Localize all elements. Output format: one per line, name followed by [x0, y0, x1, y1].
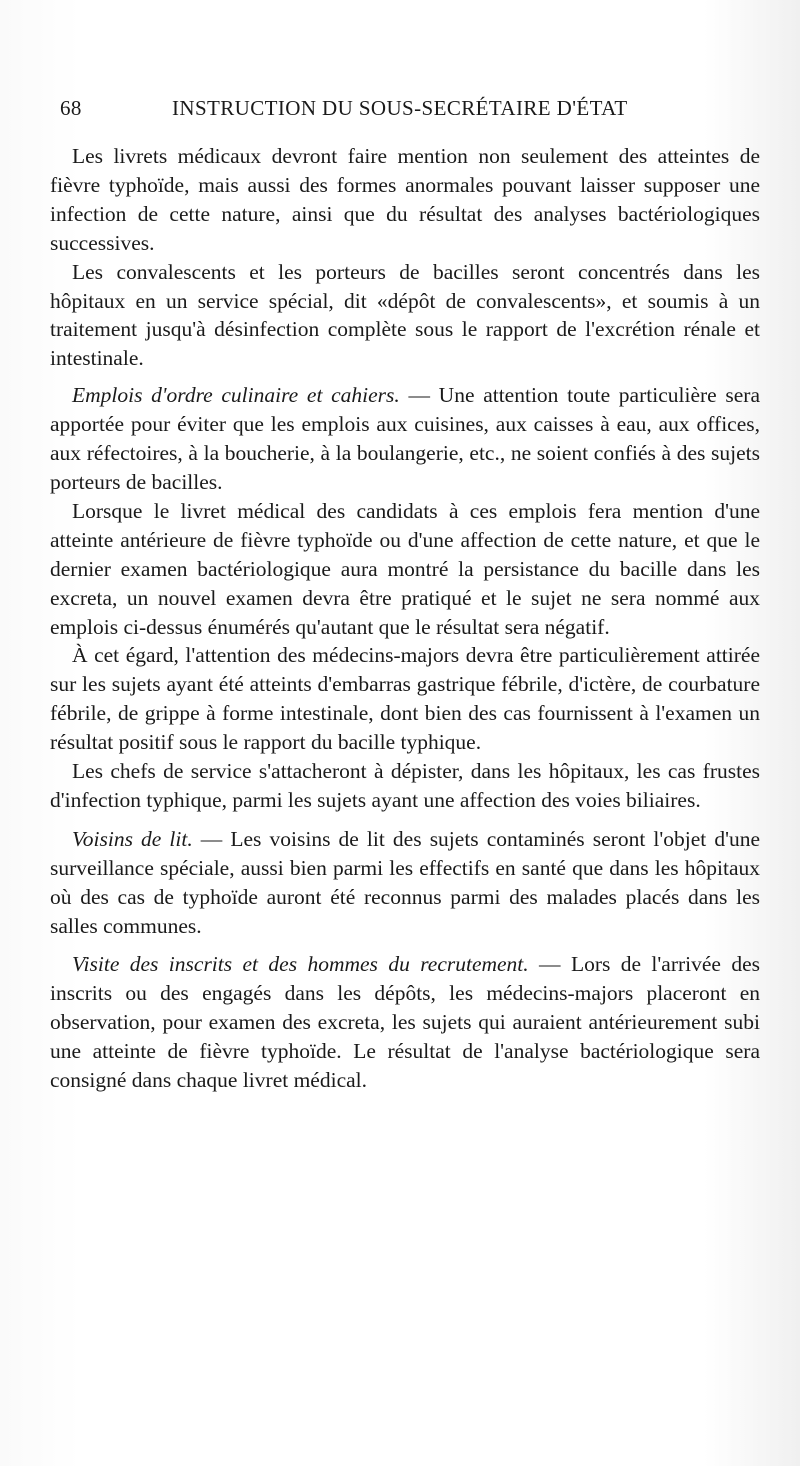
page-number: 68 [60, 96, 82, 120]
paragraph-text: — Les voisins de lit des sujets contaminés seront l'objet d'une surveillance spéciale, aussi bien parmi les effectifs en santé que dans les hôpitaux où des cas de typhoïde auront été reconnus parmi des malades placés dans les salles communes. [50, 826, 760, 938]
paragraph [50, 825, 760, 941]
running-title: INSTRUCTION DU SOUS-SECRÉTAIRE D'ÉTAT [172, 96, 628, 120]
paragraph-text: — Lors de l'arrivée des inscrits ou des engagés dans les dépôts, les médecins-majors placeront en observation, pour examen des excreta, les sujets qui auraient antérieurement subi une atteinte de fièvre typhoïde. Le résultat de l'analyse bactériologique sera consigné dans chaque livret médical. [50, 952, 760, 1093]
paragraph [50, 641, 760, 757]
paragraph [50, 757, 760, 815]
section-heading: Visite des inscrits et des hommes du recrutement. [72, 952, 529, 977]
paragraph [50, 258, 760, 374]
paragraph-text: Les chefs de service s'attacheront à dépister, dans les hôpitaux, les cas frustes d'infection typhique, parmi les sujets ayant une affection des voies biliaires. [50, 759, 760, 812]
paragraph-text: Lorsque le livret médical des candidats à ces emplois fera mention d'une atteinte antérieure de fièvre typhoïde ou d'une affection de cette nature, et que le dernier examen bactériologique aura montré la persistance du bacille dans les excreta, un nouvel examen devra être pratiqué et le sujet ne sera nommé aux emplois ci-dessus énumérés qu'autant que le résultat sera négatif. [50, 498, 760, 639]
body-text [50, 142, 760, 1095]
paragraph-text: Les livrets médicaux devront faire mention non seulement des atteintes de fièvre typhoïde, mais aussi des formes anormales pouvant laisser supposer une infection de cette nature, ainsi que du résultat des analyses bactériologiques successives. [50, 144, 760, 255]
paragraph [50, 950, 760, 1095]
paragraph-text: À cet égard, l'attention des médecins-majors devra être particulièrement attirée sur les sujets ayant été atteints d'embarras gastrique fébrile, d'ictère, de courbature fébrile, de grippe à forme intestinale, dont bien des cas fournissent à l'examen un résultat positif sous le rapport du bacille typhique. [50, 643, 760, 755]
paragraph-text: — Une attention toute particulière sera apportée pour éviter que les emplois aux cuisines, aux caisses à eau, aux offices, aux réfectoires, à la boucherie, à la boulangerie, etc., ne soient confiés à des sujets porteurs de bacilles. [50, 383, 760, 494]
paragraph [50, 497, 760, 642]
section-heading: Voisins de lit. [72, 826, 193, 851]
paragraph-text: Les convalescents et les porteurs de bacilles seront concentrés dans les hôpitaux en un service spécial, dit «dépôt de convalescents», et soumis à un traitement jusqu'à désinfection complète sous le rapport de l'excrétion rénale et intestinale. [50, 259, 760, 371]
paragraph [50, 142, 760, 258]
paragraph [50, 381, 760, 497]
section-heading: Emplois d'ordre culinaire et cahiers. [72, 383, 400, 408]
